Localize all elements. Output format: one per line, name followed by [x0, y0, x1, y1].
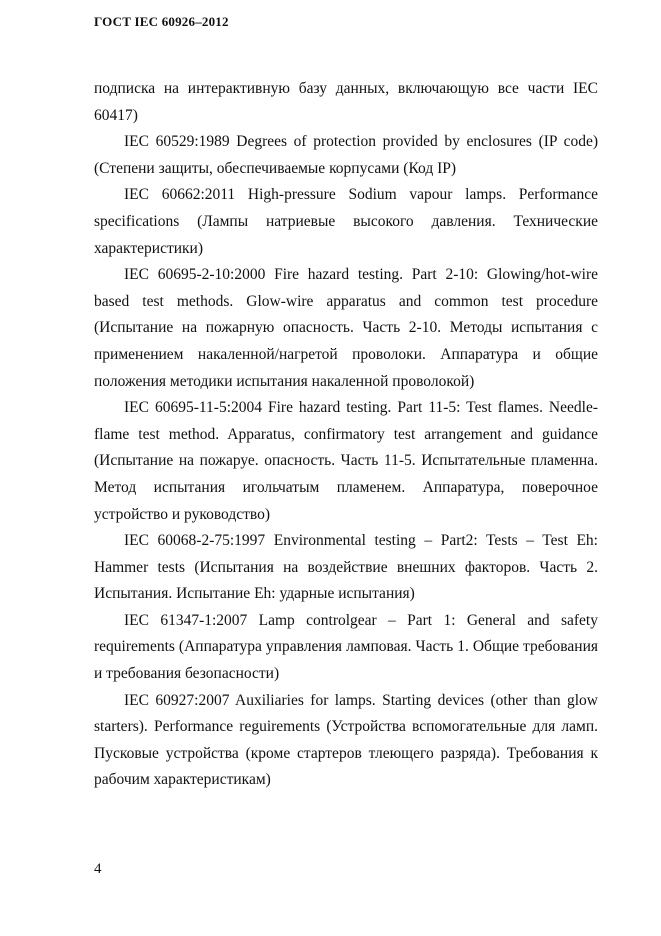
- document-header: ГОСТ IEC 60926–2012: [94, 14, 229, 29]
- paragraph-iec-60417-continuation: подписка на интерактивную базу данных, включающую все части IEC 60417): [94, 80, 598, 124]
- paragraph-iec-60662: IEC 60662:2011 High-pressure Sodium vapour lamps. Performance specifications (Лампы натриевые высокого давления. Технические характеристики): [94, 186, 598, 257]
- paragraph-iec-60695-11-5: IEC 60695-11-5:2004 Fire hazard testing. Part 11-5: Test flames. Needle-flame test method. Apparatus, confirmatory test arrangement and guidance (Испытание на пожаруе. опасность. Часть 11-5. Испытательные пламенна. Метод испытания игольчатым пламенем. Аппаратура, поверочное устройство и руководство): [94, 399, 598, 523]
- paragraph-iec-60529: IEC 60529:1989 Degrees of protection provided by enclosures (IP code) (Степени защиты, обеспечиваемые корпусами (Код IP): [94, 133, 598, 177]
- paragraph-iec-61347-1: IEC 61347-1:2007 Lamp controlgear – Part 1: General and safety requirements (Аппаратура управления ламповая. Часть 1. Общие требования и требования безопасности): [94, 611, 598, 683]
- page-number: 4: [94, 861, 102, 877]
- paragraph-iec-60927: IEC 60927:2007 Auxiliaries for lamps. Starting devices (other than glow starters). Performance reguirements (Устройства вспомогательные для ламп. Пусковые устройства (кроме стартеров тлеющего разряда). Требования к рабочим характеристикам): [94, 691, 598, 789]
- paragraph-iec-60068-2-75: IEC 60068-2-75:1997 Environmental testing – Part2: Tests – Test Eh: Hammer tests (Испытания на воздействие внешних факторов. Часть 2. Испытания. Испытание Eh: ударные испытания): [94, 532, 598, 603]
- paragraph-iec-60695-2-10: IEC 60695-2-10:2000 Fire hazard testing. Part 2-10: Glowing/hot-wire based test methods. Glow-wire apparatus and common test procedure (Испытание на пожарную опасность. Часть 2-10. Методы испытания с применением накаленной/нагретой проволоки. Аппаратура и общие положения методики испытания накаленной проволокой): [94, 266, 598, 390]
- document-body: [94, 76, 598, 794]
